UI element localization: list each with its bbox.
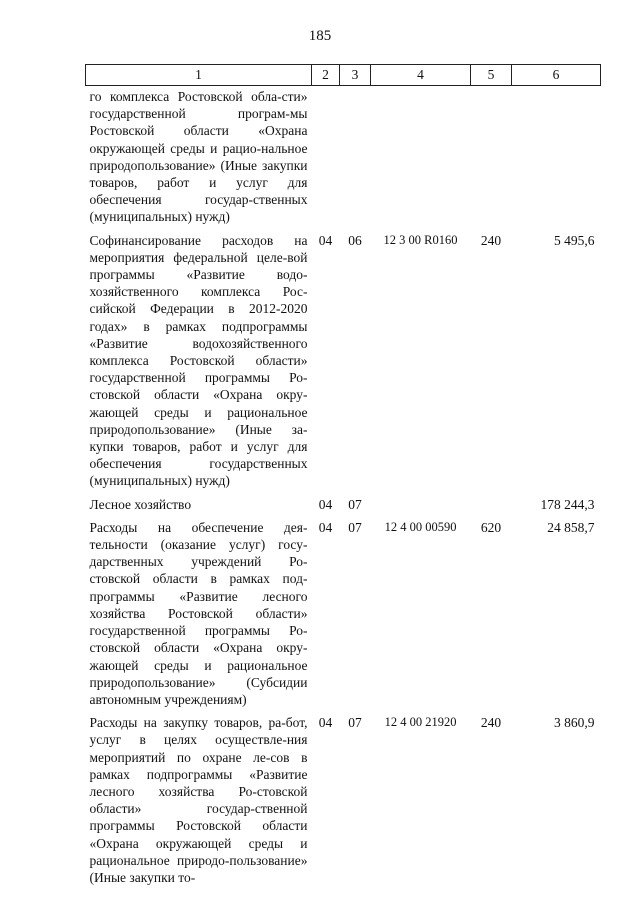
row-amount: 3 860,9 xyxy=(554,715,595,731)
header-col-2: 2 xyxy=(312,65,340,86)
row-rz: 04 xyxy=(318,519,333,535)
row-description: Лесное хозяйство xyxy=(89,496,192,512)
table-row xyxy=(86,519,601,714)
row-description: Софинансирование расходов на мероприятия федеральной целе-вой программы «Развитие водо-хозяйственного комплекса Рос-сийской Федерации в 2012-2020 годах» в рамках подпрограммы «Развитие водохозяйственного комплекса Ростовской области» государственной программы Ро-стовской области «Охрана окру-жающей среды и рациональное природопользование» (Иные за-купки товаров, работ и услуг для обеспечения государственных (муниципальных) нужд) xyxy=(89,232,308,489)
row-description: Расходы на закупку товаров, ра-бот, услуг в целях осуществле-ния мероприятий по охране ле-сов в рамках подпрограммы «Развитие лесного хозяйства Ро-стовской области» государ-ственной программы Ростовской области «Охрана окружающей среды и рациональное природо-пользование» (Иные закупки то- xyxy=(89,715,308,885)
row-vr xyxy=(471,86,512,232)
page-number: 185 xyxy=(308,28,332,44)
table-header xyxy=(86,65,601,86)
table-row xyxy=(86,232,601,496)
header-col-4: 4 xyxy=(371,65,471,86)
row-vr xyxy=(471,496,512,519)
row-amount xyxy=(512,86,601,232)
row-pr xyxy=(340,86,371,232)
header-col-3: 3 xyxy=(340,65,371,86)
row-amount: 5 495,6 xyxy=(554,232,595,248)
row-pr: 07 xyxy=(348,715,362,731)
row-csr: 12 4 00 00590 xyxy=(384,519,457,534)
row-amount: 24 858,7 xyxy=(547,519,595,535)
table-row xyxy=(86,86,601,232)
row-vr: 620 xyxy=(480,519,502,535)
row-description: Расходы на обеспечение дея-тельности (оказание услуг) госу-дарственных учреждений Ро-стовской области в рамках под-программы «Развитие лесного хозяйства Ростовской области» государственной программы Ро-стовской области «Охрана окру-жающей среды и рациональное природопользование» (Субсидии автономным учреждениям) xyxy=(89,519,308,707)
table-row xyxy=(86,714,601,886)
header-col-6: 6 xyxy=(512,65,601,86)
row-rz: 04 xyxy=(318,496,333,512)
row-vr: 240 xyxy=(480,715,502,731)
row-csr: 12 4 00 21920 xyxy=(384,715,457,730)
table-body xyxy=(86,86,601,887)
header-col-1: 1 xyxy=(86,65,312,86)
table-row xyxy=(86,496,601,519)
row-csr xyxy=(371,86,471,232)
row-amount: 178 244,3 xyxy=(540,496,595,512)
row-pr: 07 xyxy=(348,496,362,512)
row-pr: 06 xyxy=(348,232,362,248)
row-pr: 07 xyxy=(348,519,362,535)
row-vr: 240 xyxy=(480,232,502,248)
row-rz: 04 xyxy=(318,232,333,248)
row-description: го комплекса Ростовской обла-сти» государственной програм-мы Ростовской области «Охрана окружающей среды и рацио-нальное природопользование» (Иные закупки товаров, работ и услуг для обеспечения государ-ственных (муниципальных) нужд) xyxy=(89,89,308,225)
budget-table xyxy=(85,64,601,886)
row-csr: 12 3 00 R0160 xyxy=(383,232,458,247)
header-col-5: 5 xyxy=(471,65,512,86)
row-csr xyxy=(371,496,471,519)
row-rz: 04 xyxy=(318,715,333,731)
row-rz xyxy=(312,86,340,232)
